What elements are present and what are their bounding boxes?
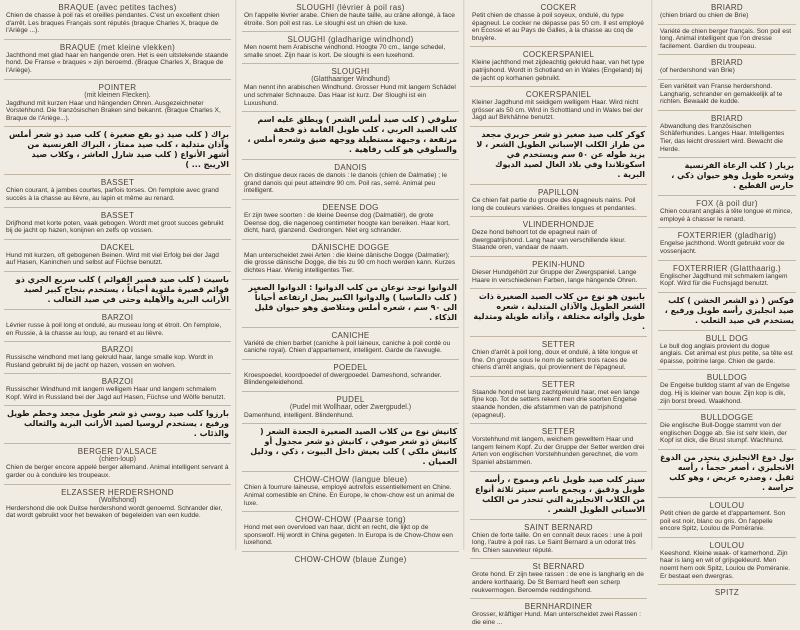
breed-description: De Engelse bulldog stamt af van de Engelse dog. Hij is kleiner van bouw. Zijn kop is dik, zijn borst breed. Waakhond.	[660, 382, 790, 405]
breed-entry	[466, 472, 651, 519]
breed-title: SLOUGHI (lévrier à poil ras)	[296, 3, 405, 12]
breed-subtitle: (Glatthaariger Windhund)	[311, 76, 390, 84]
breed-description: Man nennt ihn arabischen Windhund. Grosser Hund mit langem Schädel und schmaler Schnauze. Das Haar ist kurz. Der Sloughi ist ein Luxushund.	[244, 84, 456, 107]
breed-entry	[466, 424, 651, 470]
arabic-description: سلوقي ( كلب صيد أملس الشعر ) ويطلق عليه اسم كلب الصيد العربي ، كلب طويل القامة ذو قحفة مرتفعة ، وجبهة مستطيلة ووجهه ضيق وشعره أملس ، والسلوقي هو كلب رفاهية .	[247, 115, 457, 155]
breed-description: Chien de chasse à poil ras et oreilles pendantes. C'est un excellent chien d'arrêt. Les braques Français sont réputés (braque Charles X, braque de l'Ariège ...).	[6, 12, 220, 35]
breed-title: LOULOU	[709, 540, 745, 550]
breed-entry	[466, 289, 651, 336]
arabic-description: الدوانوا نوجد نوعان من كلب الدوانوا : الدوانوا الصغير ( كلب دالماسيا ) والدوانوا الكبير يصل ارتفاعه أحياناً الى ٩٠ سم ، شعره أملس ومتلاصق وهو حيوان قليل الذكاء .	[248, 282, 457, 322]
arabic-description: سيتر كلب صيد طويل ناعم ومموج ، رأسه طويل ودقيق ، ويجمع باسم سيتر ثلاثة أنواع من الكلاب الانجليزية التي تنحدر من الكلب الاسباني الطويل الشعر .	[474, 474, 645, 514]
breed-description: Een variëteit van Franse herdershond. Langharig, schrander en gemakkelijk af te richten. Bewaakt de kudde.	[660, 82, 783, 106]
breed-title: POEDEL	[333, 362, 368, 372]
column-3	[466, 0, 651, 626]
breed-description: Deze hond behoort tot de epagneul nain of dwergpatrijshond. Lang haar van verschillende kleur. Staande oren, vandaar de naam.	[472, 229, 626, 252]
breed-entry	[654, 0, 800, 24]
arabic-description: باسيت ( كلب صيد قصير القوائم ) كلب سريع الجري ذو قوائم قصيرة ملتوية أحياناً ، يستخدم بنجاح كبير لصيد الأرانب البرية والأهلية وحتى في صيد الثعالب .	[15, 274, 229, 304]
breed-entry	[654, 410, 800, 449]
breed-title: CHOW-CHOW (Paarse tong)	[295, 515, 406, 525]
breed-title: CHOW-CHOW (langue bleue)	[293, 475, 408, 485]
breed-entry	[654, 538, 800, 584]
breed-subtitle: (chien-loup)	[99, 456, 136, 464]
breed-description: On distingue deux races de danois : le danois (chien de Dalmatie) ; le grand danois qui peut atteindre 90 cm. Poil ras, serré. Animal peu intelligent.	[244, 172, 448, 195]
breed-entry	[654, 293, 800, 330]
breed-title: PAPILLON	[538, 187, 579, 197]
breed-title: BRIARD	[710, 113, 744, 123]
breed-title: PEKIN-HUND	[532, 259, 585, 269]
breed-description: Chien de forte taille. On en connaît deux races : une à poil long, l'autre à poil ras. Le Saint Bernard a un odorat très fin. Chien sauveteur réputé.	[472, 531, 643, 554]
breed-entry	[0, 444, 235, 483]
breed-entry	[238, 32, 463, 63]
breed-description: On l'appelle lévrier arabe. Chien de haute taille, au crâne allongé, à face étroite. Son poil est ras. Le sloughi est un chien de luxe.	[244, 12, 455, 27]
breed-entry	[466, 87, 651, 126]
breed-description: Petit chien de chasse à poil soyeux, ondulé, du type épagneul. Le cocker ne dépasse pas 50 cm. Il est employé en Ecosse et au Pays de Galles, à la chasse au coq de bruyère.	[472, 12, 644, 42]
column-4	[654, 0, 800, 598]
breed-description: Abwandlung des französischen Schäferhundes. Langes Haar. Intelligentes Tier, das leicht dressiert wird. Bewacht die Herde.	[660, 122, 785, 153]
breed-description: Er zijn twee soorten : de kleine Deense dog (Dalmatiër), de grote Deense dog, die nagenoeg centimeter hoogte kan bereiken. Haar kort, dicht, hard, glanzend. Gedrongen. Niet erg schrander.	[244, 211, 451, 235]
breed-title: ELZASSER HERDERSHOND	[61, 487, 174, 497]
breed-entry	[238, 360, 463, 391]
breed-description: Kleiner Jagdhund mit seidigem welligem Haar. Wird nicht grösser als 50 cm. Wird in Schottland und in Wales bei der Jagd auf Birkhähne benutzt.	[472, 99, 643, 122]
breed-title: SLOUGHI	[331, 67, 370, 77]
arabic-description: بول دوغ الانجليزي ينحدر من الدوغ الانجليزي ، أصغر حجماً ، رأسه ثقيل ، وصدره عريض ، وهو كلب حراسة .	[660, 453, 794, 493]
breed-description: Le bull dog anglais provient du dogue anglais. Cet animal est plus petite, sa tête est épaisse, poitrine large. Chien de garde.	[660, 342, 793, 365]
breed-title: BULL DOG	[705, 333, 749, 343]
breed-title: DÄNISCHE DOGGE	[311, 242, 390, 252]
breed-subtitle: (mit kleinen Flecken).	[84, 91, 151, 99]
breed-title: BRAQUE (avec petites taches)	[58, 3, 177, 12]
breed-entry	[0, 208, 235, 239]
breed-entry	[654, 370, 800, 409]
breed-title: SAINT BERNARD	[524, 522, 593, 532]
breed-entry	[654, 55, 800, 79]
breed-description: Variété de chien barbet (caniche à poil laineux, caniche à poil cordé ou caniche royal). Chien d'appartement, intelligent. Garde de l'aveugle.	[244, 339, 451, 355]
breed-description: Chien courant, à jambes courtes, parfois torses. On l'emploie avec grand succès à la chasse au lièvre, au lapin et même au renard.	[6, 187, 219, 202]
breed-entry	[238, 240, 463, 279]
breed-description: (chien briard ou chien de Brie)	[660, 12, 749, 19]
breed-description: Kleine jachthond met zijdeachtig gekruld haar, van het type patrijshond. Wordt in Schotland en in Wales (Engeland) bij de jacht op korhanen gebruikt.	[472, 59, 645, 82]
breed-subtitle: (Wolfshond)	[98, 496, 137, 504]
breed-title: St BERNARD	[532, 562, 585, 572]
breed-description: Engelse jachthond. Wordt gebruikt voor de vossenjacht.	[660, 240, 785, 255]
breed-entry	[466, 520, 651, 559]
breed-entry	[238, 64, 463, 111]
breed-entry	[654, 25, 800, 55]
breed-description: (of herdershond van Brie)	[660, 67, 735, 75]
breed-entry	[238, 280, 463, 327]
breed-entry	[238, 0, 463, 31]
breed-description: Grosser, kräftiger Hund. Man unterscheidet zwei Rassen : die eine ...	[472, 611, 641, 626]
breed-entry	[466, 377, 651, 423]
arabic-description: بابيون هو نوع من كلاب الصيد الصغيرة ذات الشعر الطويل والآذان المتدلية ، شعره طويل وألوانه مختلفة ، وآذانه طويلة ومتدلية .	[473, 292, 645, 332]
breed-entry	[0, 374, 235, 405]
breed-title: BULLDOG	[706, 373, 748, 383]
breed-description: Jagdhund mit kurzen Haar und hängenden Ohren. Ausgezeichneter Vorstehhund. Die französischen Braken sind bekannt. (Braque Charles X, Braque de l'Ariège...).	[6, 99, 221, 122]
breed-entry	[0, 342, 235, 373]
breed-entry	[654, 111, 800, 157]
breed-entry	[466, 217, 651, 256]
breed-entry	[238, 200, 463, 239]
breed-description: Damenhund, intelligent. Blindenhund.	[244, 411, 354, 419]
breed-subtitle: (Pudel mit Wollhaar, oder Zwergpudel.)	[289, 403, 412, 411]
breed-title: VLINDERHONDJE	[522, 220, 595, 230]
breed-entry	[238, 424, 463, 471]
arabic-description: فوكس ( ذو الشعر الخشن ) كلب صيد انجليزي رأسه طويل ورفيع ، يستخدم في صيد الثعلب .	[664, 295, 794, 325]
breed-entry	[654, 498, 800, 537]
breed-entry	[0, 127, 235, 174]
breed-title: CHOW-CHOW (blaue Zunge)	[294, 555, 407, 565]
breed-description: Grote hond. Er zijn twee rassen : de ene is langharig en de andere korthaarig. De St Bernard heeft een scherp reukvermogen. Beroemde reddingshond.	[472, 571, 644, 594]
breed-description: Englischer Jagdhund mit schmalem langem Kopf. Wird für die Fuchsjagd benutzt.	[660, 272, 788, 288]
breed-entry	[466, 257, 651, 288]
breed-description: Chien de berger encore appelé berger allemand. Animal intelligent servant à garder ou à conduire les troupeaux.	[6, 464, 229, 480]
breed-title: SETTER	[541, 379, 576, 389]
breed-title: BULLDOGGE	[700, 413, 754, 423]
breed-title: BRAQUE (met kleine vlekken)	[59, 42, 176, 52]
breed-description: Drijfhond met korte poten, vaak gebogen. Wordt met groot succes gebruikt bij de jacht op hazen, konijnen en zelfs op vossen.	[6, 219, 224, 235]
breed-title: BERGER D'ALSACE	[77, 447, 158, 457]
breed-description: Herdershond die ook Duitse herdershond wordt genoemd. Schrander dier, dat wordt gebruikt voor het bewaken of begeleiden van een kudde.	[6, 504, 223, 520]
breed-entry	[466, 337, 651, 376]
breed-title: DACKEL	[100, 242, 135, 252]
breed-entry	[0, 272, 235, 309]
breed-entry	[466, 0, 651, 46]
breed-entry	[0, 0, 235, 39]
breed-entry	[0, 240, 235, 271]
column-divider	[235, 0, 237, 550]
breed-entry	[238, 328, 463, 359]
breed-description: Ce chien fait partie du groupe des épagneuls nains. Poil long de couleurs variées. Oreilles longues et pendantes.	[472, 196, 637, 212]
breed-description: Russische windhond met lang gekruld haar, lange smalle kop. Wordt in Rusland gebruikt bij de jacht op hazen, vossen en wolven.	[6, 354, 213, 369]
breed-description: Hund mit kurzen, oft gebogenen Beinen. Wird mit viel Erfolg bei der Jagd auf Hasen, Kaninchen und selbst auf Füchse benutzt.	[6, 251, 219, 267]
breed-description: Dieser Hundgehört zur Gruppe der Zwergspaniel. Lange Haare in verschiedenen Farben, lange hängende Ohren.	[472, 268, 638, 284]
breed-title: DEENSE DOG	[322, 202, 379, 212]
column-1	[0, 0, 235, 550]
breed-description: Hond met een overvloed van haar, dicht en recht, die lijkt op de sponswolf. Hij wordt in China gegeten. In Europa is de Chow-Chow een luxehond.	[244, 524, 453, 547]
breed-entry	[654, 450, 800, 497]
breed-title: POINTER	[98, 82, 137, 92]
arabic-description: كانيش نوع من كلاب الصيد الصغيرة الجعدة الشعر ( كانيش ذو شعر صوفي ، كانيش ذو شعر مجدول أو كانيش ملكي ) كلب يعيش داخل البيوت ، ذكي ، ودليل العميان .	[250, 427, 457, 467]
breed-title: DANOIS	[334, 163, 367, 173]
breed-title: FOXTERRIER (gladharig)	[677, 231, 777, 241]
breed-entry	[654, 331, 800, 370]
breed-entry	[0, 175, 235, 206]
breed-entry	[238, 160, 463, 199]
arabic-description: كوكر كلب صيد صغير ذو شعر حريري مجعد من طراز الكلب الإسباني الطويل الشعر ، لا يزيد طوله عن ٥٠ سم ويستخدم في اسكوتلاندا وفي بلاد الغال لصيد الديوك البرية .	[476, 129, 645, 179]
breed-entry	[466, 599, 651, 630]
breed-entry	[0, 406, 235, 443]
breed-title: COCKERSPANIEL	[522, 50, 595, 60]
breed-entry	[466, 127, 651, 184]
breed-description: Russischer Windhund mit langem welligem Haar und langem schmalem Kopf. Wird in Russland bei der Jagd auf Hasen, Füchse und Wölfe benutzt.	[6, 386, 226, 401]
column-divider	[651, 0, 653, 550]
breed-entry	[0, 485, 235, 524]
breed-description: Men noemt hem Arabische windhond. Hoogte 70 cm., lange schedel, smalle snoet. Zijn haar is kort. De sloughi is een luxehond.	[244, 44, 446, 59]
breed-title: BASSET	[100, 210, 135, 220]
breed-title: PUDEL	[336, 394, 365, 404]
breed-description: Staande hond met lang zachtgekruld haar, met een lange fijne kop. Tot de setters rekent men drie soorten Engelse staande honden, die afstammen van de patrijshond (epagneul).	[472, 388, 640, 419]
breed-entry	[654, 228, 800, 259]
column-2	[238, 0, 463, 565]
breed-description: Variété de chien berger français. Son poil est long. Animal intelligent que l'on dresse facilement. Gardien du troupeau.	[660, 27, 792, 50]
breed-title: BASSET	[100, 178, 135, 188]
breed-title: BARZOI	[101, 377, 134, 387]
breed-title: BRIARD	[710, 3, 744, 12]
breed-title: COKERSPANIEL	[525, 90, 592, 100]
breed-entry	[0, 40, 235, 79]
breed-entry	[238, 552, 463, 568]
breed-title: BRIARD	[710, 58, 744, 68]
breed-description: Vorstehhund mit langem, weichem gewelltem Haar und langem feinem Kopf. Zu der Gruppe der Setter werden drei Arten von englischen Vorstehhunden gerechnet, die vom Spaniel abstammen.	[472, 436, 645, 467]
breed-entry	[466, 47, 651, 86]
breed-entry	[654, 261, 800, 292]
breed-description: Keeshond. Kleine waak- of kamerhond. Zijn haar is lang en wit of grijsgekleurd. Men noemt hem ook Spitz, Loulou de Poméranie. Er bestaat een dwergras.	[660, 549, 791, 580]
breed-description: Jachthond met glad haar en hangende oren. Het is een uitstekende staande hond. De Franse « braques » zijn beroemd. (Braque Charles X, Braque de l'Ariège).	[6, 51, 229, 74]
breed-entry	[466, 559, 651, 598]
breed-title: CANICHE	[331, 330, 370, 340]
breed-entry	[0, 80, 235, 127]
breed-entry	[0, 310, 235, 341]
breed-title: SETTER	[541, 427, 576, 437]
breed-title: SLOUGHI (gladharige windhond)	[287, 35, 414, 45]
breed-title: FOXTERRIER (Glatthaarig.)	[673, 263, 781, 273]
breed-description: Chien courant anglais à tête longue et mince, employé à chasser le renard.	[660, 208, 793, 223]
breed-title: SETTER	[541, 340, 576, 350]
breed-description: Chien à fourrure laineuse, employé autrefois essentiellement en Chine. Animal comestible en Chine. En Europe, le chow-chow est un animal de luxe.	[244, 484, 455, 507]
breed-description: Kroespoedel, koordpoedel of dwergpoedel. Dameshond, schrander. Blindengeleidehond.	[244, 371, 442, 387]
breed-title: SPITZ	[714, 588, 740, 598]
breed-title: BERNHARDINER	[524, 602, 593, 612]
breed-entry	[654, 158, 800, 195]
breed-entry	[466, 185, 651, 216]
arabic-description: بارزوا كلب صيد روسي ذو شعر طويل مجعد وخطم طويل ورفيع ، يستخدم لروسيا لصيد الأرانب البرية والثعالب والذئاب .	[6, 409, 229, 439]
breed-title: COCKER	[540, 3, 577, 12]
breed-entry	[654, 196, 800, 227]
breed-entry	[654, 80, 800, 110]
breed-entry	[238, 512, 463, 551]
breed-title: BARZOI	[101, 345, 134, 355]
breed-description: Die englische Bull-Dogge stammt von der englischen Dogge ab. Sie ist sehr klein, der Kopf ist dick, die Brust stumpf. Wachhund.	[660, 422, 787, 445]
column-divider	[463, 0, 465, 550]
breed-description: Lévrier russe à poil long et ondulé, au museau long et étroit. On l'emploie, en Russie, à la chasse au loup, au renard et au lièvre.	[6, 321, 222, 337]
arabic-description: براك ( كلب صيد ذو بقع صغيرة ) كلب صيد ذو شعر أملس وآذان متدلية ، كلب صيد ممتاز ، البراك الفرنسية من أشهر الأنواع ( كلب صيد شارل العاشر ، وكلاب صيد الاريبج ... )	[8, 130, 229, 170]
breed-entry	[238, 392, 463, 424]
breed-entry	[238, 472, 463, 511]
arabic-description: بريار ( كلب الرعاة الفرنسية وشعره طويل وهو حيوان ذكي ، حارس القطيع .	[671, 161, 794, 191]
breed-title: BARZOI	[101, 312, 134, 322]
breed-entry	[654, 585, 800, 601]
breed-description: Man unterscheidet zwei Arten : die kleine dänische Dogge (Dalmatier); die grosse dänische Dogge, die bis zu 90 cm hoch werden kann. Kurzes dichtes Haar. Wenig intelligentes Tier.	[244, 251, 456, 274]
breed-entry	[238, 112, 463, 159]
breed-title: LOULOU	[709, 501, 745, 511]
breed-description: Chien d'arrêt à poil long, doux et ondulé, à tête longue et fine. On groupe sous le nom de setters trois races de chiens d'arrêt anglais, qui proviennent de l'épagneul.	[472, 349, 638, 372]
breed-title: FOX (à poil dur)	[696, 199, 758, 209]
breed-description: Petit chien de garde et d'appartement. Son poil est noir, blanc ou gris. On l'appelle encore Spitz, Loulou de Poméranie.	[660, 510, 786, 533]
